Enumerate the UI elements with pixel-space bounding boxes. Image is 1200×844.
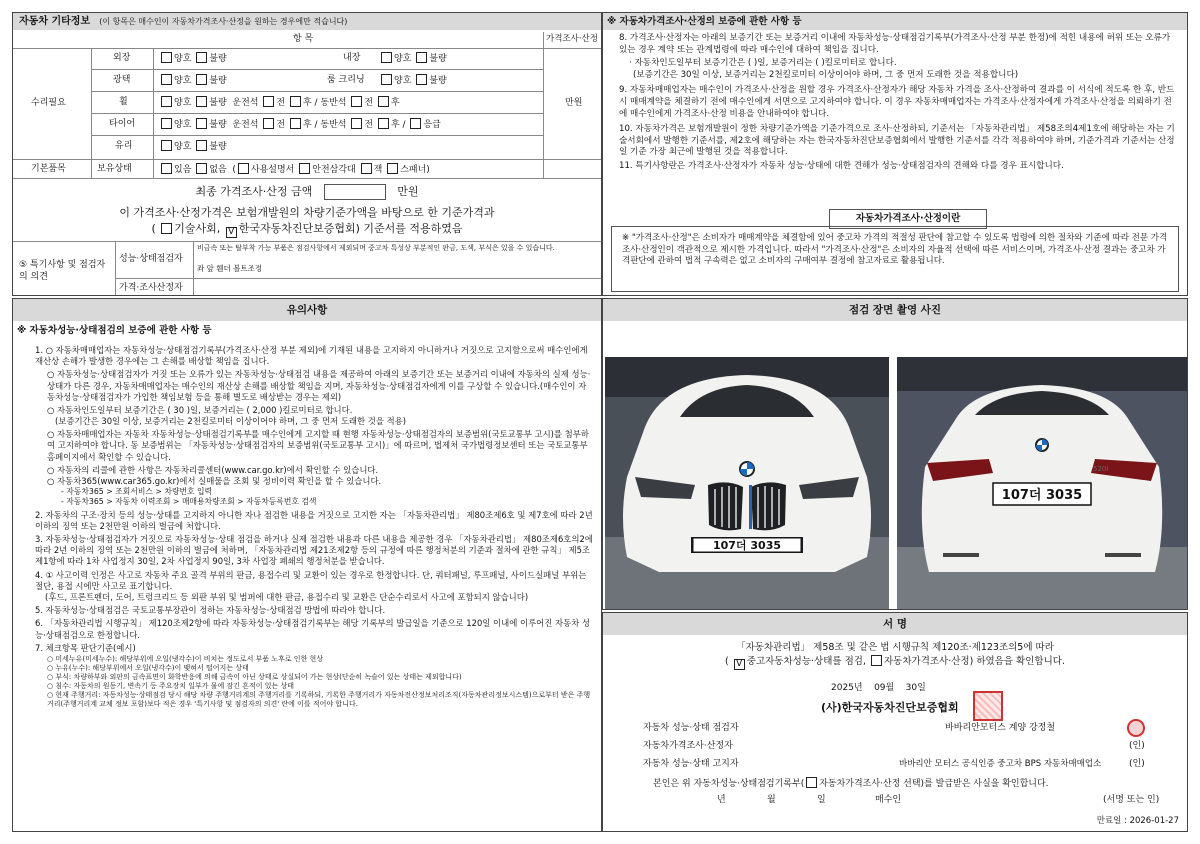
inspection-photos-panel [602, 298, 1188, 610]
interior-good-checkbox[interactable] [381, 52, 392, 63]
exterior-bad-checkbox[interactable] [196, 52, 207, 63]
bad-label: 불량 [429, 76, 447, 86]
manual-label: 사용설명서 [250, 165, 295, 175]
caution-1c: ○ 자동차인도일부터 보증기간은 ( 30 )일, 보증거리는 ( 2,000 )킬로미터로 합니다. [47, 404, 353, 415]
price-survey-checkbox[interactable] [871, 655, 882, 666]
caution-1h: - 자동차365 > 조회서비스 > 차량번호 입력 [61, 487, 213, 497]
final-price-label: 최종 가격조사·산정 금액 [195, 185, 313, 198]
vehicle-other-info-header [13, 13, 601, 30]
criteria-1: ○ 미세누유(미세누수): 해당부위에 오일(냉각수)이 비치는 정도로서 부품 노후로 인한 현상 [47, 654, 324, 663]
wheel-driver-rear-checkbox[interactable] [290, 96, 301, 107]
price-definition-title: 자동차가격조사·산정이란 [829, 209, 987, 229]
condition-check-checkbox[interactable]: V [734, 659, 745, 670]
exterior-good-checkbox[interactable] [161, 52, 172, 63]
price-note-9: 9. 자동차매매업자는 매수인이 가격조사·산정을 원할 경우 가격조사·산정자가 해당 자동차 가격을 조사·산정하여 결과를 이 서식에 적도록 한 후, 반드시 매매계약을 체결하기 전에 매수인에게 서면으로 고지하여야 합니다. 이 경우 자동차매매업자는 가격조사·산정자에게 가격조사·산정을 의뢰하기 전에 매수인에게 가격조사·산정 비용을 안내하여야 합니다. [619, 85, 1175, 119]
notifier-sign-value: 바바리안 모터스 공식인증 중고차 BPS 자동차매매업소 [899, 759, 1102, 769]
criteria-4: ○ 침수: 자동차의 원동기, 변속기 등 주요장치 일부가 물에 잠긴 흔적이 있는 상태 [47, 682, 295, 691]
rear-badge-text: 520i [1093, 465, 1109, 473]
caution-1b: ○ 자동차성능·상태점검자가 거짓 또는 오류가 있는 자동차성능·상태점검 내용을 제공하여 아래의 보증기간 또는 보증거리 이내에 자동차의 실제 성능·상태가 다른 경우, 자동차매매업자는 매수인의 재산상 손해를 배상할 책임을 지며, 자동차성능·상태점검자에게 이를 구상할 수 있습니다.(매수인이 자동차성능·상태점검자가 가입한 책임보험 등을 통해 별도로 배상받는 경우는 제외) [47, 369, 591, 402]
criteria-2: ○ 누유(누수): 해당부위에서 오일(냉각수)이 맺혀서 떨어지는 상태 [47, 663, 249, 672]
tire-driver-front-checkbox[interactable] [263, 118, 274, 129]
vehicle-other-info-title: 자동차 기타정보 [19, 16, 91, 27]
caution-1i: - 자동차365 > 자동차 이력조회 > 매매용차량조회 > 자동차등록번호 검색 [61, 497, 317, 507]
row-tire: 타이어 [109, 119, 136, 129]
caution-7: 7. 체크항목 판단기준(예시) [35, 642, 136, 653]
issue-month: 09월 [874, 683, 895, 693]
bad-label: 불량 [429, 54, 447, 64]
bad-label: 불량 [209, 54, 227, 64]
spanner-label: 스패너 [400, 165, 427, 175]
appraiser-sign-label: 자동차가격조사·산정자 [643, 741, 733, 751]
passenger-seat-label: 동반석 [320, 120, 347, 130]
caution-4: 4. ① 사고이력 인정은 사고로 자동차 주요 골격 부위의 판금, 용접수리 및 교환이 있는 경우로 한정합니다. 단, 쿼터패널, 루프패널, 사이드실패널 부위는 절단, 용접 시에만 사고로 표기합니다. [35, 569, 587, 591]
issue-day: 30일 [905, 683, 926, 693]
driver-seat-label: 운전석 [232, 98, 259, 108]
kadia-checkbox[interactable]: V [226, 227, 237, 238]
tire-spare-checkbox[interactable] [410, 118, 421, 129]
inspector-seal-icon [1127, 719, 1145, 737]
price-definition-text: ※ "가격조사·산정"은 소비자가 매매계약을 체결함에 있어 중고차 가격의 적절성 판단에 참고할 수 있도록 법령에 의한 절차와 기준에 따라 전문 가격조사·산정인이 객관적으로 제시한 가격입니다. 따라서 "가격조사·산정"은 소비자의 자율적 선택에 따른 서비스이며, 가격조사·산정 결과는 중고차 가격판단에 관하여 법적 구속력은 없고 소비자의 구매여부 결정에 참고자료로 활용됩니다. [622, 233, 1168, 267]
price-note-8-warranty: · 자동차인도일부터 보증기간은 ( )일, 보증거리는 ( )킬로미터로 합니다. [629, 58, 897, 69]
wheel-good-checkbox[interactable] [161, 96, 172, 107]
caution-3: 3. 자동차성능·상태점검자가 거짓으로 자동차성능·상태 점검을 하거나 실제 점검한 내용과 다른 내용을 제공한 경우 「자동차관리법」 제80조제6호의2에 따라 2년 이하의 징역 또는 2천만원 이하의 벌금에 처하며, 「자동차관리법 제21조제2항 등의 규정에 따른 행정처분의 기준과 절차에 관한 규칙」 제5조제1항에 따라 1차 사업정지 30일, 2차 사업정지 90일, 3차 사업장 폐쇄의 행정처분을 받습니다. [35, 534, 593, 567]
manual-checkbox[interactable] [238, 163, 249, 174]
tire-bad-checkbox[interactable] [196, 118, 207, 129]
tire-good-checkbox[interactable] [161, 118, 172, 129]
basis-paren-open: ( [151, 222, 156, 236]
room-good-checkbox[interactable] [381, 74, 392, 85]
condition-check-label: 중고자동차성능·상태를 점검, [746, 655, 866, 667]
spanner-checkbox[interactable] [387, 163, 398, 174]
notifier-sign-label: 자동차 성능·상태 고지자 [643, 759, 739, 769]
signature-paren-open: ( [725, 655, 729, 667]
col-price-header: 가격조사·산정 [546, 34, 598, 44]
bad-label: 불량 [209, 120, 227, 130]
row-gloss: 광택 [113, 75, 131, 85]
signature-title: 서 명 [883, 618, 907, 630]
tire-driver-rear-checkbox[interactable] [290, 118, 301, 129]
bad-label: 불량 [209, 98, 227, 108]
cautions-title: 유의사항 [286, 304, 328, 316]
good-label: 양호 [394, 54, 412, 64]
notifier-seal-text: (인) [1129, 759, 1145, 769]
price-guarantee-panel [602, 12, 1188, 296]
gloss-bad-checkbox[interactable] [196, 74, 207, 85]
good-label: 양호 [174, 120, 192, 130]
final-price-unit: 만원 [397, 185, 419, 198]
criteria-3: ○ 부식: 차량하부와 외판의 금속표면이 화학반응에 의해 금속이 아닌 상태로 상실되어 가는 현상(단순히 녹슬어 있는 상태는 제외합니다) [47, 673, 462, 682]
caution-1: 1. ○ 자동차매매업자는 자동차성능·상태점검기록부(가격조사·산정 부분 제외)에 기재된 내용을 고지하지 아니하거나 거짓으로 고지함으로써 매수인에게 재산상 손해가 발생한 경우에는 그 손해를 배상할 책임을 집니다. [35, 345, 588, 367]
rear-car-photo [897, 357, 1187, 609]
price-note-8: 8. 가격조사·산정자는 아래의 보증기간 또는 보증거리 이내에 자동차성능·상태점검기록부(가격조사·산정 부분 한정)에 적힌 내용에 허위 또는 오류가 있는 경우 계약 또는 관계법령에 따라 매수인에 대하여 책임을 집니다. [619, 33, 1171, 55]
receipt-price-checkbox[interactable] [806, 777, 817, 788]
passenger-seat-label: 동반석 [320, 98, 347, 108]
spare-label: 응급 [423, 120, 441, 130]
inspector-opinion-label: 성능·상태점검자 [119, 254, 183, 264]
photos-title: 점검 장면 촬영 사진 [848, 304, 942, 316]
issuing-org: (사)한국자동차진단보증협회 [821, 701, 959, 714]
row-room-clean: 룸 크리닝 [327, 75, 365, 85]
caution-5: 5. 자동차성능·상태점검은 국토교통부장관이 정하는 자동차성능·상태점검 방법에 따라야 합니다. [35, 605, 386, 616]
tire-pass-front-checkbox[interactable] [351, 118, 362, 129]
wheel-bad-checkbox[interactable] [196, 96, 207, 107]
expiry-date: 만료일 : 2026-01-27 [1096, 815, 1179, 826]
room-bad-checkbox[interactable] [416, 74, 427, 85]
front-car-drawing [605, 357, 889, 609]
tire-pass-rear-checkbox[interactable] [378, 118, 389, 129]
wheel-driver-front-checkbox[interactable] [263, 96, 274, 107]
repair-needed-label: 수리필요 [31, 98, 66, 108]
buyer-label: 매수인 [875, 795, 902, 805]
cautions-header [13, 299, 601, 321]
signature-statute-line: 「자동차관리법」 제58조 및 같은 법 시행규칙 제120조·제123조의5에 따라 [736, 642, 1054, 653]
good-label: 양호 [174, 54, 192, 64]
jack-label: 잭 [373, 165, 383, 175]
buyer-day: 일 [817, 795, 826, 805]
receipt-prefix: 본인은 위 자동차성능·상태점검기록부( [653, 779, 805, 789]
holding-status-label: 보유상태 [97, 164, 132, 174]
good-label: 양호 [174, 76, 192, 86]
front-plate-text: 107더 3035 [712, 539, 782, 552]
bad-label: 불량 [209, 76, 227, 86]
rear-plate-text: 107더 3035 [1001, 488, 1083, 503]
price-unit-label: 만원 [565, 98, 583, 108]
appraiser-opinion-label: 가격·조사산정자 [119, 283, 183, 293]
basis-suffix: ) 기준서를 적용하였음 [355, 222, 463, 236]
price-definition-box [611, 226, 1179, 292]
price-survey-label: 자동차가격조사·산정) 하였음을 확인합니다. [883, 655, 1065, 667]
caution-6: 6. 「자동차관리법 시행규칙」 제120조제2항에 따라 자동차성능·상태점검기록부는 해당 기록부의 발급일을 기준으로 120일 이내에 이루어진 자동차 성능·상태점검으로 한정합니다. [35, 618, 591, 640]
signature-panel [602, 612, 1188, 832]
row-glass: 유리 [115, 141, 133, 151]
caution-1f: ○ 자동차의 리콜에 관한 사항은 자동차리콜센터(www.car.go.kr)에서 확인할 수 있습니다. [47, 464, 379, 475]
interior-bad-checkbox[interactable] [416, 52, 427, 63]
col-item-header: 항 목 [293, 34, 314, 44]
basic-items-label: 기본품목 [31, 164, 66, 174]
price-basis-line1: 이 가격조사·산정가격은 보험개발원의 차량기준가액을 바탕으로 한 기준가격과 [119, 206, 495, 219]
caution-1e: ○ 자동차매매업자는 자동차 자동차성능·상태점검기록부를 매수인에게 고지할 때 현행 자동차성능·상태점검자의 보증범위(국토교통부 고시)를 첨부하여 고지하여야 합니다. 동 보증범위는 「자동차성능·상태점검자의 보증범위(국토교통부 고시)」에 따르며, 법제처 국가법령정보센터 또는 국토교통부 홈페이지에서 확인할 수 있습니다. [47, 429, 589, 462]
caution-4b: (후드, 프론트펜더, 도어, 트렁크리드 등 외판 부위 및 범퍼에 대한 판금, 용접수리 및 교환은 단순수리로서 사고에 포함되지 않습니다) [45, 591, 529, 602]
price-note-8-paren: (보증기간은 30일 이상, 보증거리는 2천킬로미터 이상이어야 하며, 그 중 먼저 도래한 것을 적용합니다) [633, 69, 1019, 80]
tech-society-checkbox[interactable] [161, 223, 172, 234]
vehicle-other-info-panel: 자동차 기타정보 (이 항목은 매수인이 자동차가격조사·산정을 원하는 경우에만 적습니다) 항 목 가격조사·산정 수리필요 만원 외장 양호 불량 내장 양호 불량 광택 양호 불량 룸 크리닝 양호 불량 휠 양호 불량 운전석 전 후 / 동반석 전 후 타이어 양호 불량 운전석 전 후 / 동반석 전 후 / 응급 유리 양호 불량 기본품목 보유상태 있음 없음 ( 사용설명서 안전삼각대 잭 스패너) 최종 가격조사·산정 금액 만원 이 가격조사·산정가격은 보험개발원의 차량기준가액을 바탕으로 한 기준가격과 ( 기술사회, V 한국자동차진단보증협회) 기준서를 적용하였음 ⑤ 특기사항 및 점검자의 의견 성능·상태점검자 비금속 또는 탈부착 가능 부품은 점검사항에서 제외되며 중고차 특성상 부분적인 판금, 도색, 부식은 있을 수 있습니다. 좌 앞 휀더 볼트조정 가격·조사산정자 [12, 12, 602, 296]
special-notes-label: ⑤ 특기사항 및 점검자의 의견 [19, 260, 106, 282]
tech-society-label: 기술사회, [174, 222, 221, 236]
buyer-month: 월 [767, 795, 776, 805]
rear-label: 후 [302, 98, 312, 108]
driver-seat-label: 운전석 [232, 120, 259, 130]
inspector-note-2: 좌 앞 휀더 볼트조정 [197, 264, 263, 273]
rear-label: 후 [390, 120, 400, 130]
row-wheel: 휠 [119, 97, 128, 107]
price-note-10: 10. 자동차가격은 보험개발원이 정한 차량기준가액을 기준가격으로 조사·산정하되, 기준서는 「자동차관리법」 제58조의4제1호에 해당하는 자는 기술서회에서 발행한 기준서를, 제2호에 해당하는 자는 한국자동차진단보증협회에서 발행한 기준서를 각각 적용하여야 하며, 기준가격과 기준서는 산정일 기준 가장 최근에 발행된 것을 적용합니다. [619, 124, 1175, 158]
wheel-pass-front-checkbox[interactable] [351, 96, 362, 107]
final-price-input[interactable] [324, 184, 386, 200]
front-car-photo [605, 357, 889, 609]
glass-bad-checkbox[interactable] [196, 140, 207, 151]
good-label: 양호 [174, 142, 192, 152]
price-guarantee-title: ※ 자동차가격조사·산정의 보증에 관한 사항 등 [607, 16, 802, 27]
front-label: 전 [276, 98, 286, 108]
criteria-5: ○ 현재 주행거리: 자동차성능·상태점검 당시 해당 차량 주행거리계의 주행거리를 기록하되, 기록한 주행거리가 자동차전산정보처리조직(자동차관리정보시스템)으로부터 받은 주행거리(주행거리계 교체 정보 포함)보다 적은 경우 '특기사항 및 점검자의 의견' 란에 이를 적어야 합니다. [47, 691, 591, 709]
has-checkbox[interactable] [161, 163, 172, 174]
caution-2: 2. 자동차의 구조·장치 등의 성능·상태를 고지하지 아니한 자나 점검한 내용을 거짓으로 고지한 자는 「자동차관리법」 제80조제6호 및 제7호에 따라 2년 이하의 징역 또는 2천만원 이하의 벌금에 처합니다. [35, 509, 593, 531]
good-label: 양호 [174, 98, 192, 108]
none-label: 없음 [209, 165, 227, 175]
front-label: 전 [364, 98, 374, 108]
front-label: 전 [364, 120, 374, 130]
receipt-suffix: 자동차가격조사·산정 선택)를 발급받은 사실을 확인합니다. [819, 779, 1049, 789]
rear-label: 후 [390, 98, 400, 108]
has-label: 있음 [174, 165, 192, 175]
cautions-panel [12, 298, 602, 832]
wheel-pass-rear-checkbox[interactable] [378, 96, 389, 107]
vehicle-other-info-note: (이 항목은 매수인이 자동차가격조사·산정을 원하는 경우에만 적습니다) [99, 17, 348, 26]
row-interior: 내장 [343, 53, 361, 63]
none-checkbox[interactable] [196, 163, 207, 174]
inspector-note-1: 비금속 또는 탈부착 가능 부품은 점검사항에서 제외되며 중고차 특성상 부분적인 판금, 도색, 부식은 있을 수 있습니다. [197, 244, 555, 252]
jack-checkbox[interactable] [361, 163, 372, 174]
glass-good-checkbox[interactable] [161, 140, 172, 151]
rear-car-drawing [897, 357, 1187, 609]
cautions-subtitle: ※ 자동차성능·상태점검의 보증에 관한 사항 등 [17, 325, 212, 336]
row-exterior: 외장 [113, 53, 131, 63]
good-label: 양호 [394, 76, 412, 86]
price-note-11: 11. 특기사항란은 가격조사·산정자가 자동차 성능·상태에 대한 견해가 성능·상태점검자의 견해와 다를 경우 표시합니다. [619, 160, 1064, 171]
inspector-sign-label: 자동차 성능·상태 점검자 [643, 723, 739, 733]
kadia-label: 한국자동차진단보증협회 [238, 222, 356, 236]
caution-1d: (보증기간은 30일 이상, 보증거리는 2천킬로미터 이상이어야 하며, 그 중 먼저 도래한 것을 적용) [55, 416, 407, 427]
buyer-year: 년 [717, 795, 726, 805]
appraiser-seal-text: (인) [1129, 741, 1145, 751]
bad-label: 불량 [209, 142, 227, 152]
buyer-signature-field[interactable]: (서명 또는 인) [1103, 795, 1160, 805]
rear-label: 후 [302, 120, 312, 130]
triangle-checkbox[interactable] [299, 163, 310, 174]
caution-1g: ○ 자동차365(www.car365.go.kr)에서 실매물을 조회 및 정비이력 확인을 할 수 있습니다. [47, 475, 382, 486]
triangle-label: 안전삼각대 [312, 165, 356, 175]
front-label: 전 [276, 120, 286, 130]
issue-year: 2025년 [831, 683, 863, 693]
org-seal-icon [973, 691, 1003, 721]
gloss-good-checkbox[interactable] [161, 74, 172, 85]
inspector-sign-value: 바바리안모터스 계양 강정철 [945, 723, 1056, 733]
